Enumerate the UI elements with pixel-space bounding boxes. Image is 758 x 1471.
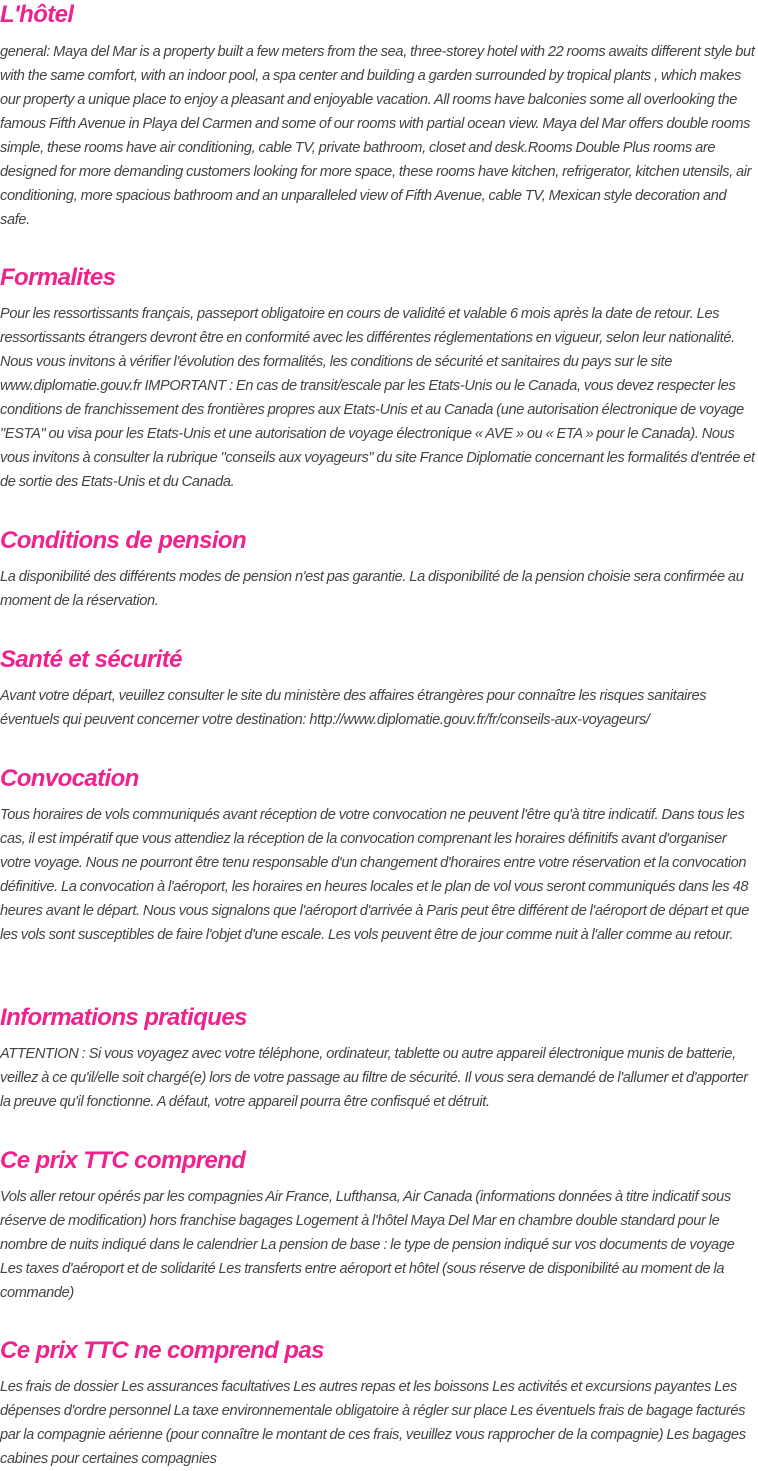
section-body: Les frais de dossier Les assurances facultatives Les autres repas et les boissons Les activités et excursions payantes Les dépenses d'ordre personnel La taxe environnementale obligatoire à régler sur place Les éventuels frais de bagage facturés par la compagnie aérienne (pour connaître le montant de ces frais, veuillez vous rapprocher de la compagnie) Les bagages cabines pour certaines compagnies bbox=[0, 1379, 746, 1467]
section-title: Ce prix TTC ne comprend pas bbox=[0, 1337, 324, 1364]
section-title: L'hôtel bbox=[0, 1, 74, 28]
section-body: La disponibilité des différents modes de pension n'est pas garantie. La disponibilité de la pension choisie sera confirmée au moment de la réservation. bbox=[0, 569, 744, 609]
section-body: Vols aller retour opérés par les compagnies Air France, Lufthansa, Air Canada (informations données à titre indicatif sous réserve de modification) hors franchise bagages Logement à l'hôtel Maya Del Mar en chambre double standard pour le nombre de nuits indiqué dans le calendrier La pension de base : le type de pension indiqué sur vos documents de voyage Les taxes d'aéroport et de solidarité Les transferts entre aéroport et hôtel (sous réserve de disponibilité au moment de la commande) bbox=[0, 1189, 735, 1301]
section-prix-comprend bbox=[0, 1146, 758, 1305]
section-body: Pour les ressortissants français, passeport obligatoire en cours de validité et valable 6 mois après la date de retour. Les ressortissants étrangers devront être en conformité avec les différentes réglementations en vigueur, selon leur nationalité. Nous vous invitons à vérifier l'évolution des formalités, les conditions de sécurité et sanitaires du pays sur le site www.diplomatie.gouv.fr IMPORTANT : En cas de transit/escale par les Etats-Unis ou le Canada, vous devez respecter les conditions de franchissement des frontières propres aux Etats-Unis et au Canada (une autorisation électronique de voyage "ESTA" ou visa pour les Etats-Unis et une autorisation de voyage électronique « AVE » ou « ETA » pour le Canada). Nous vous invitons à consulter la rubrique "conseils aux voyageurs" du site France Diplomatie concernant les formalités d'entrée et de sortie des Etats-Unis et du Canada. bbox=[0, 306, 755, 490]
section-body: ATTENTION : Si vous voyagez avec votre téléphone, ordinateur, tablette ou autre appareil électronique munis de batterie, veillez à ce qu'il/elle soit chargé(e) lors de votre passage au filtre de sécurité. Il vous sera demandé de l'allumer et d'apporter la preuve qu'il fonctionne. A défaut, votre appareil pourra être confisqué et détruit. bbox=[0, 1046, 748, 1110]
section-informations-pratiques bbox=[0, 1003, 758, 1114]
section-title: Conditions de pension bbox=[0, 527, 247, 554]
section-prix-ne-comprend-pas bbox=[0, 1336, 758, 1471]
section-body: Avant votre départ, veuillez consulter le site du ministère des affaires étrangères pour connaître les risques sanitaires éventuels qui peuvent concerner votre destination: http://www.diplomatie.gouv.fr/fr/conseils-aux-voyageurs/ bbox=[0, 688, 707, 728]
section-conditions-pension bbox=[0, 526, 758, 613]
section-title: Formalites bbox=[0, 264, 116, 291]
section-title: Ce prix TTC comprend bbox=[0, 1147, 246, 1174]
section-formalites bbox=[0, 263, 758, 494]
section-body: Tous horaires de vols communiqués avant réception de votre convocation ne peuvent l'être qu'à titre indicatif. Dans tous les cas, il est impératif que vous attendiez la réception de la convocation comprenant les horaires définitifs avant d'organiser votre voyage. Nous ne pourront être tenu responsable d'un changement d'horaires entre votre réservation et la convocation définitive. La convocation à l'aéroport, les horaires en heures locales et le plan de vol vous seront communiqués dans les 48 heures avant le départ. Nous vous signalons que l'aéroport d'arrivée à Paris peut être différent de l'aéroport de départ et que les vols sont susceptibles de faire l'objet d'une escale. Les vols peuvent être de jour comme nuit à l'aller comme au retour. bbox=[0, 807, 749, 943]
section-title: Convocation bbox=[0, 765, 139, 792]
section-body: general: Maya del Mar is a property built a few meters from the sea, three-storey hotel with 22 rooms awaits different style but with the same comfort, with an indoor pool, a spa center and building a garden surrounded by tropical plants , which makes our property a unique place to enjoy a pleasant and enjoyable vacation. All rooms have balconies some all overlooking the famous Fifth Avenue in Playa del Carmen and some of our rooms with partial ocean view. Maya del Mar offers double rooms simple, these rooms have air conditioning, cable TV, private bathroom, closet and desk.Rooms Double Plus rooms are designed for more demanding customers looking for more space, these rooms have kitchen, refrigerator, kitchen utensils, air conditioning, more spacious bathroom and an unparalleled view of Fifth Avenue, cable TV, Mexican style decoration and safe. bbox=[0, 44, 755, 228]
section-hotel bbox=[0, 0, 758, 232]
section-title: Informations pratiques bbox=[0, 1004, 247, 1031]
section-sante-securite bbox=[0, 645, 758, 732]
section-title: Santé et sécurité bbox=[0, 646, 182, 673]
section-convocation bbox=[0, 764, 758, 947]
